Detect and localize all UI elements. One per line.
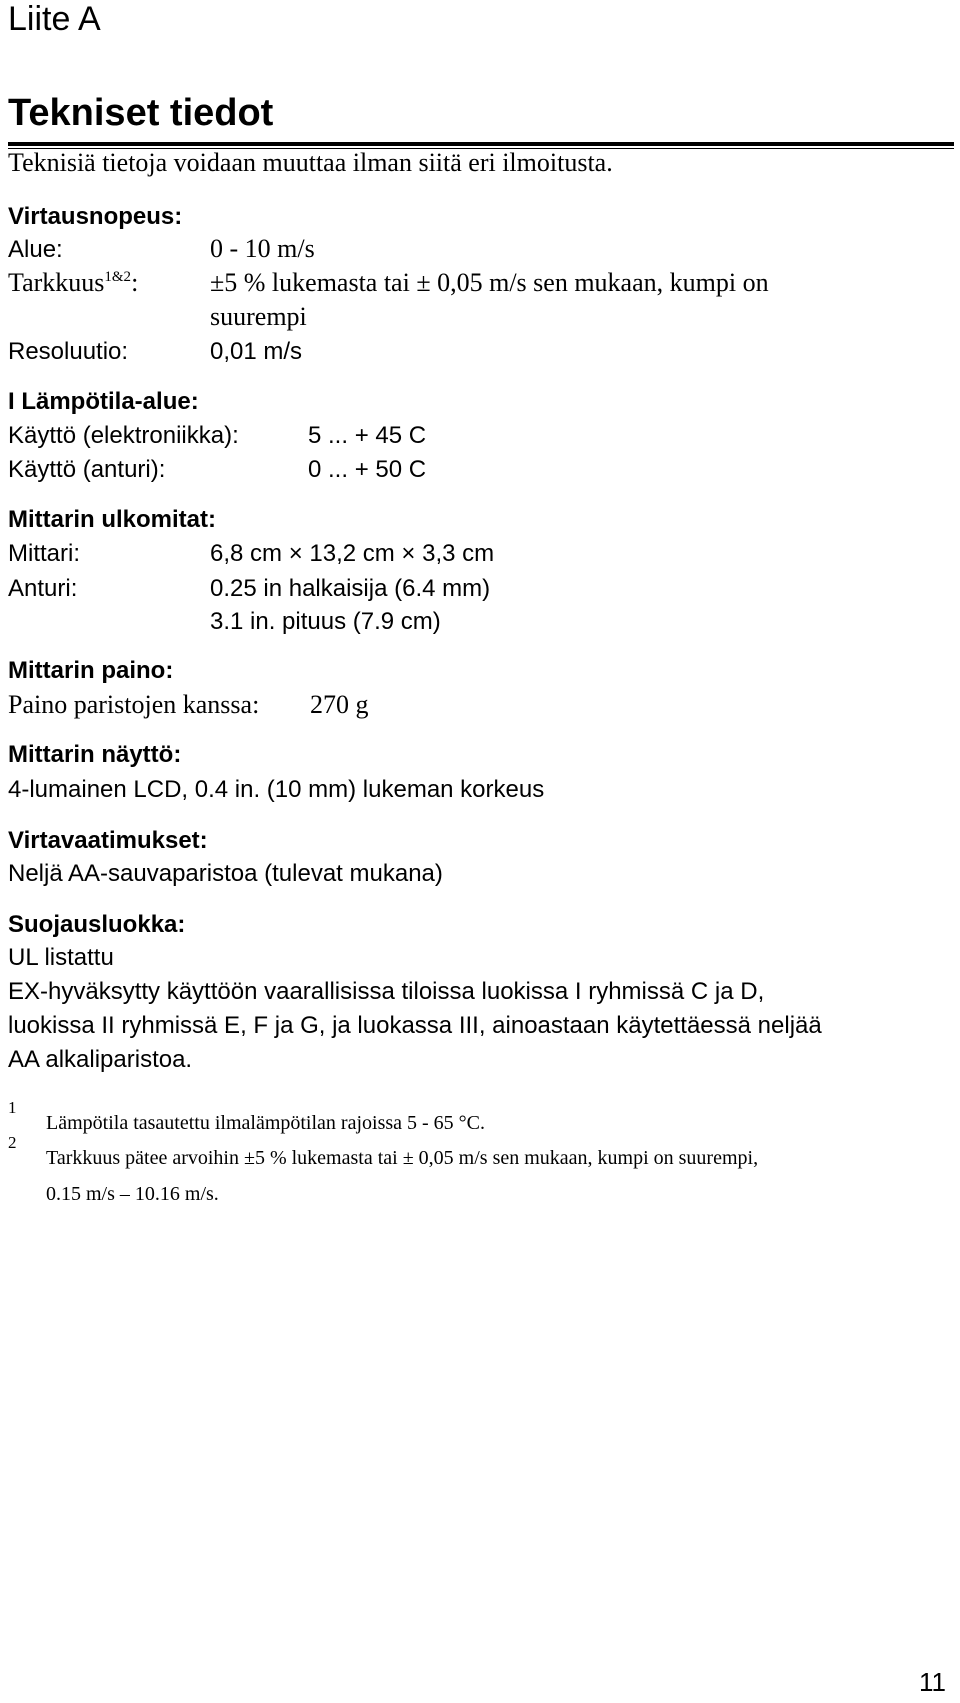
dimensions-meter-label: Mittari: <box>8 540 80 567</box>
flow-accuracy-value-line2: suurempi <box>210 302 307 331</box>
temperature-sensor-value: 0 ... + 50 C <box>308 456 427 483</box>
temperature-heading: I Lämpötila-alue: <box>8 388 199 415</box>
power-value: Neljä AA-sauvaparistoa (tulevat mukana) <box>8 860 443 887</box>
dimensions-sensor-value-line2: 3.1 in. pituus (7.9 cm) <box>210 608 441 635</box>
flow-resolution-value: 0,01 m/s <box>210 338 303 365</box>
flow-accuracy-label-text: Tarkkuus <box>8 268 105 297</box>
flow-accuracy-label <box>8 268 138 298</box>
flow-accuracy-value-line1: ±5 % lukemasta tai ± 0,05 m/s sen mukaan, kumpi on <box>210 268 769 297</box>
protection-line4: AA alkaliparistoa. <box>8 1046 193 1073</box>
footnote-2-number: 2 <box>8 1133 17 1152</box>
page-title: Tekniset tiedot <box>8 92 274 134</box>
flow-heading: Virtausnopeus: <box>8 203 183 230</box>
dimensions-sensor-label: Anturi: <box>8 575 78 602</box>
dimensions-heading: Mittarin ulkomitat: <box>8 506 216 533</box>
display-heading: Mittarin näyttö: <box>8 741 182 768</box>
footnote-2-text-cont: 0.15 m/s – 10.16 m/s. <box>46 1183 219 1205</box>
weight-value: 270 g <box>310 690 369 719</box>
protection-line2: EX-hyväksytty käyttöön vaarallisissa tiloissa luokissa I ryhmissä C ja D, <box>8 978 765 1005</box>
weight-heading: Mittarin paino: <box>8 657 174 684</box>
protection-line1: UL listattu <box>8 944 114 971</box>
temperature-sensor-label: Käyttö (anturi): <box>8 456 166 483</box>
flow-range-label: Alue: <box>8 236 63 263</box>
flow-accuracy-footnote-ref: 1&2 <box>104 269 132 285</box>
flow-accuracy-colon: : <box>131 268 139 297</box>
power-heading: Virtavaatimukset: <box>8 827 208 854</box>
display-value: 4-lumainen LCD, 0.4 in. (10 mm) lukeman korkeus <box>8 776 545 803</box>
notice-text: Teknisiä tietoja voidaan muuttaa ilman siitä eri ilmoitusta. <box>8 148 613 177</box>
temperature-electronics-value: 5 ... + 45 C <box>308 422 427 449</box>
page-number: 11 <box>919 1667 946 1697</box>
title-rule-thick <box>8 142 954 146</box>
flow-resolution-label: Resoluutio: <box>8 338 129 365</box>
footnote-2-text: Tarkkuus pätee arvoihin ±5 % lukemasta tai ± 0,05 m/s sen mukaan, kumpi on suurempi, <box>46 1147 759 1169</box>
flow-range-value: 0 - 10 m/s <box>210 234 315 263</box>
footnote-1-number: 1 <box>8 1098 17 1117</box>
protection-heading: Suojausluokka: <box>8 911 186 938</box>
dimensions-sensor-value-line1: 0.25 in halkaisija (6.4 mm) <box>210 575 491 602</box>
appendix-label: Liite A <box>8 0 101 38</box>
protection-line3: luokissa II ryhmissä E, F ja G, ja luokassa III, ainoastaan käytettäessä neljää <box>8 1012 822 1039</box>
footnote-1-text: Lämpötila tasautettu ilmalämpötilan rajoissa 5 - 65 °C. <box>46 1112 486 1134</box>
weight-label: Paino paristojen kanssa: <box>8 690 260 719</box>
dimensions-meter-value: 6,8 cm × 13,2 cm × 3,3 cm <box>210 540 495 567</box>
temperature-electronics-label: Käyttö (elektroniikka): <box>8 422 239 449</box>
